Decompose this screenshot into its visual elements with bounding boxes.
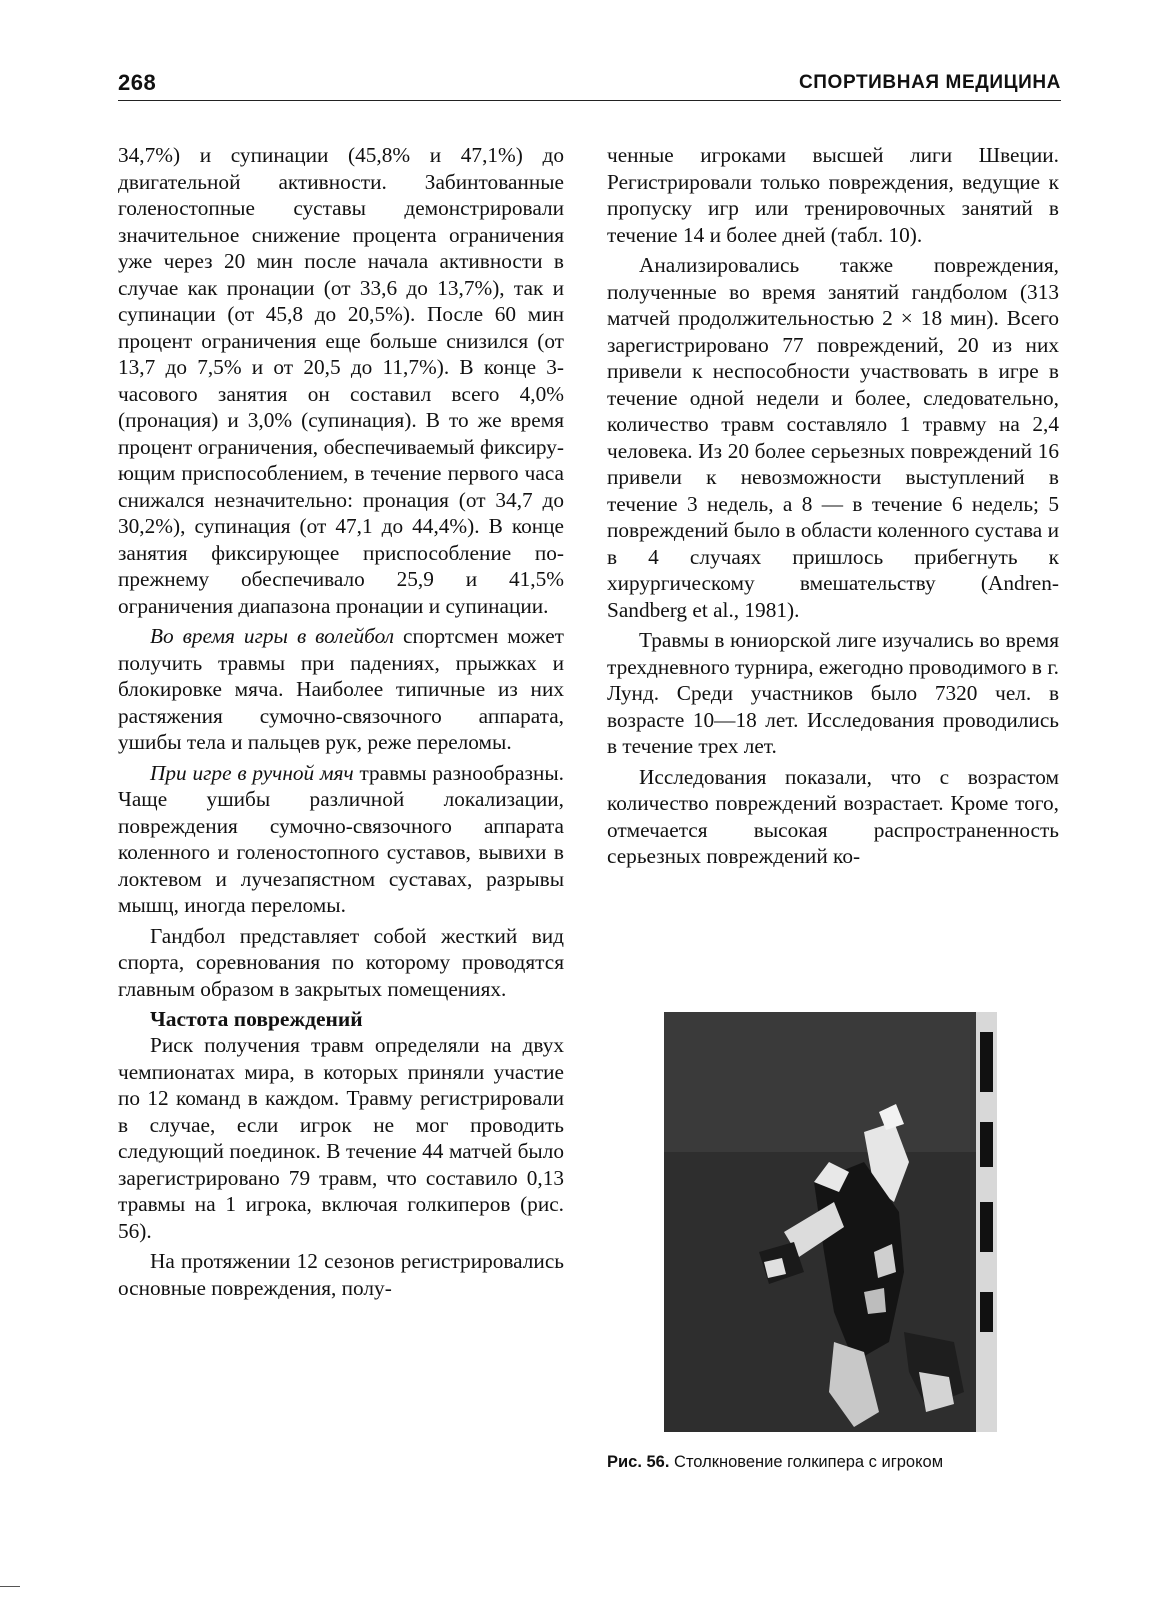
left-column [118,142,564,1305]
paragraph-volleyball [118,623,564,756]
figure-label: Рис. 56. [607,1453,670,1471]
figure-caption [607,1452,1059,1472]
italic-term: При игре в ручной мяч [150,760,354,785]
paragraph: Травмы в юниорской лиге изучались во время трехдневного турнира, ежегодно проводимого в г. Лунд. Среди участников было 7320 чел. в возрасте 10—18 лет. Исследования проводились в течение трех лет. [607,628,1059,758]
paragraph-handball [118,760,564,919]
photo-illustration [664,1012,997,1432]
page-header [118,68,1061,101]
paragraph-text: спортсмен может получить травмы при падениях, прыжках и блокировке мяча. Наиболее типичные из них растяжения сумочно-связочного аппарата, ушибы тела и пальцев рук, реже переломы. [118,624,564,754]
section-heading: Частота повреждений [150,1007,363,1031]
right-column [607,142,1059,874]
paragraph-text: травмы разнообразны. Чаще ушибы различной локализации, повреждения сумочно-связочного аппарата коленного и голеностопного суставов, вывихи в локтевом и лучезапястном суставах, разрывы мышц, иногда переломы. [118,760,564,917]
paragraph: На протяжении 12 сезонов регистрировались основные повреждения, полу- [118,1249,564,1300]
paragraph: ченные игроками высшей лиги Швеции. Регистрировали только повреждения, ведущие к пропуску игр или тренировочных занятий в течение 14 и более дней (табл. 10). [607,143,1059,247]
caption-text: Столкновение голкипера с игроком [669,1453,944,1471]
paragraph: 34,7%) и супинации (45,8% и 47,1%) до двигательной активности. Забинтованные голеностопные суставы демонстрировали значительное снижение процента ограничения уже через 20 мин после начала активности в случае как пронации (от 33,6 до 13,7%), так и супинации (от 45,8 до 20,5%). После 60 мин процент ограничения еще больше снизился (от 13,7 до 7,5% и от 20,5 до 11,7%). В конце 3-часового занятия он составил всего 4,0% (пронация) и 3,0% (супинация). В то же время процент ограничения, обеспечиваемый фиксирующим приспособлением, в течение первого часа снижался незначительно: пронация (от 34,7 до 30,2%), супинация (от 47,1 до 44,4%). В конце занятия фиксирующее приспособление по-прежнему обеспечивало 25,9 и 41,5% ограничения диапазона пронации и супинации. [118,143,564,618]
page-number: 268 [118,70,157,95]
paragraph: Анализировались также повреждения, полученные во время занятий гандболом (313 матчей продолжительностью 2 × 18 мин). Всего зарегистрировано 77 повреждений, 20 из них привели к неспособности участвовать в игре в течение одной недели и более, следовательно, количество травм составляло 1 травму на 2,4 человека. Из 20 более серьезных повреждений 16 привели к невозможности выступлений в течение 3 недель, а 8 — в течение 6 недель; 5 повреждений было в области коленного сустава и в 4 случаях пришлось прибегнуть к хирургическому вмешательству (Andren-Sandberg et al., 1981). [607,253,1059,622]
paragraph: Гандбол представляет собой жесткий вид спорта, соревнования по которому проводятся главным образом в закрытых помещениях. [118,923,564,1001]
paragraph: Риск получения травм определяли на двух чемпионатах мира, в которых приняли участие по 12 команд в каждом. Травму регистрировали в случае, если игрок не мог проводить следующий поединок. В течение 44 матчей было зарегистрировано 79 травм, что составило 0,13 травмы на 1 игрока, включая голкиперов (рис. 56). [118,1033,564,1243]
paragraph: Исследования показали, что с возрастом количество повреждений возрастает. Кроме того, отмечается высокая распространенность серьезных повреждений ко- [607,764,1059,868]
italic-term: Во время игры в волейбол [150,624,395,648]
scan-edge-mark [0,1586,20,1587]
running-title: СПОРТИВНАЯ МЕДИЦИНА [798,72,1061,93]
figure-photo-goalkeeper-collision [664,1012,997,1432]
